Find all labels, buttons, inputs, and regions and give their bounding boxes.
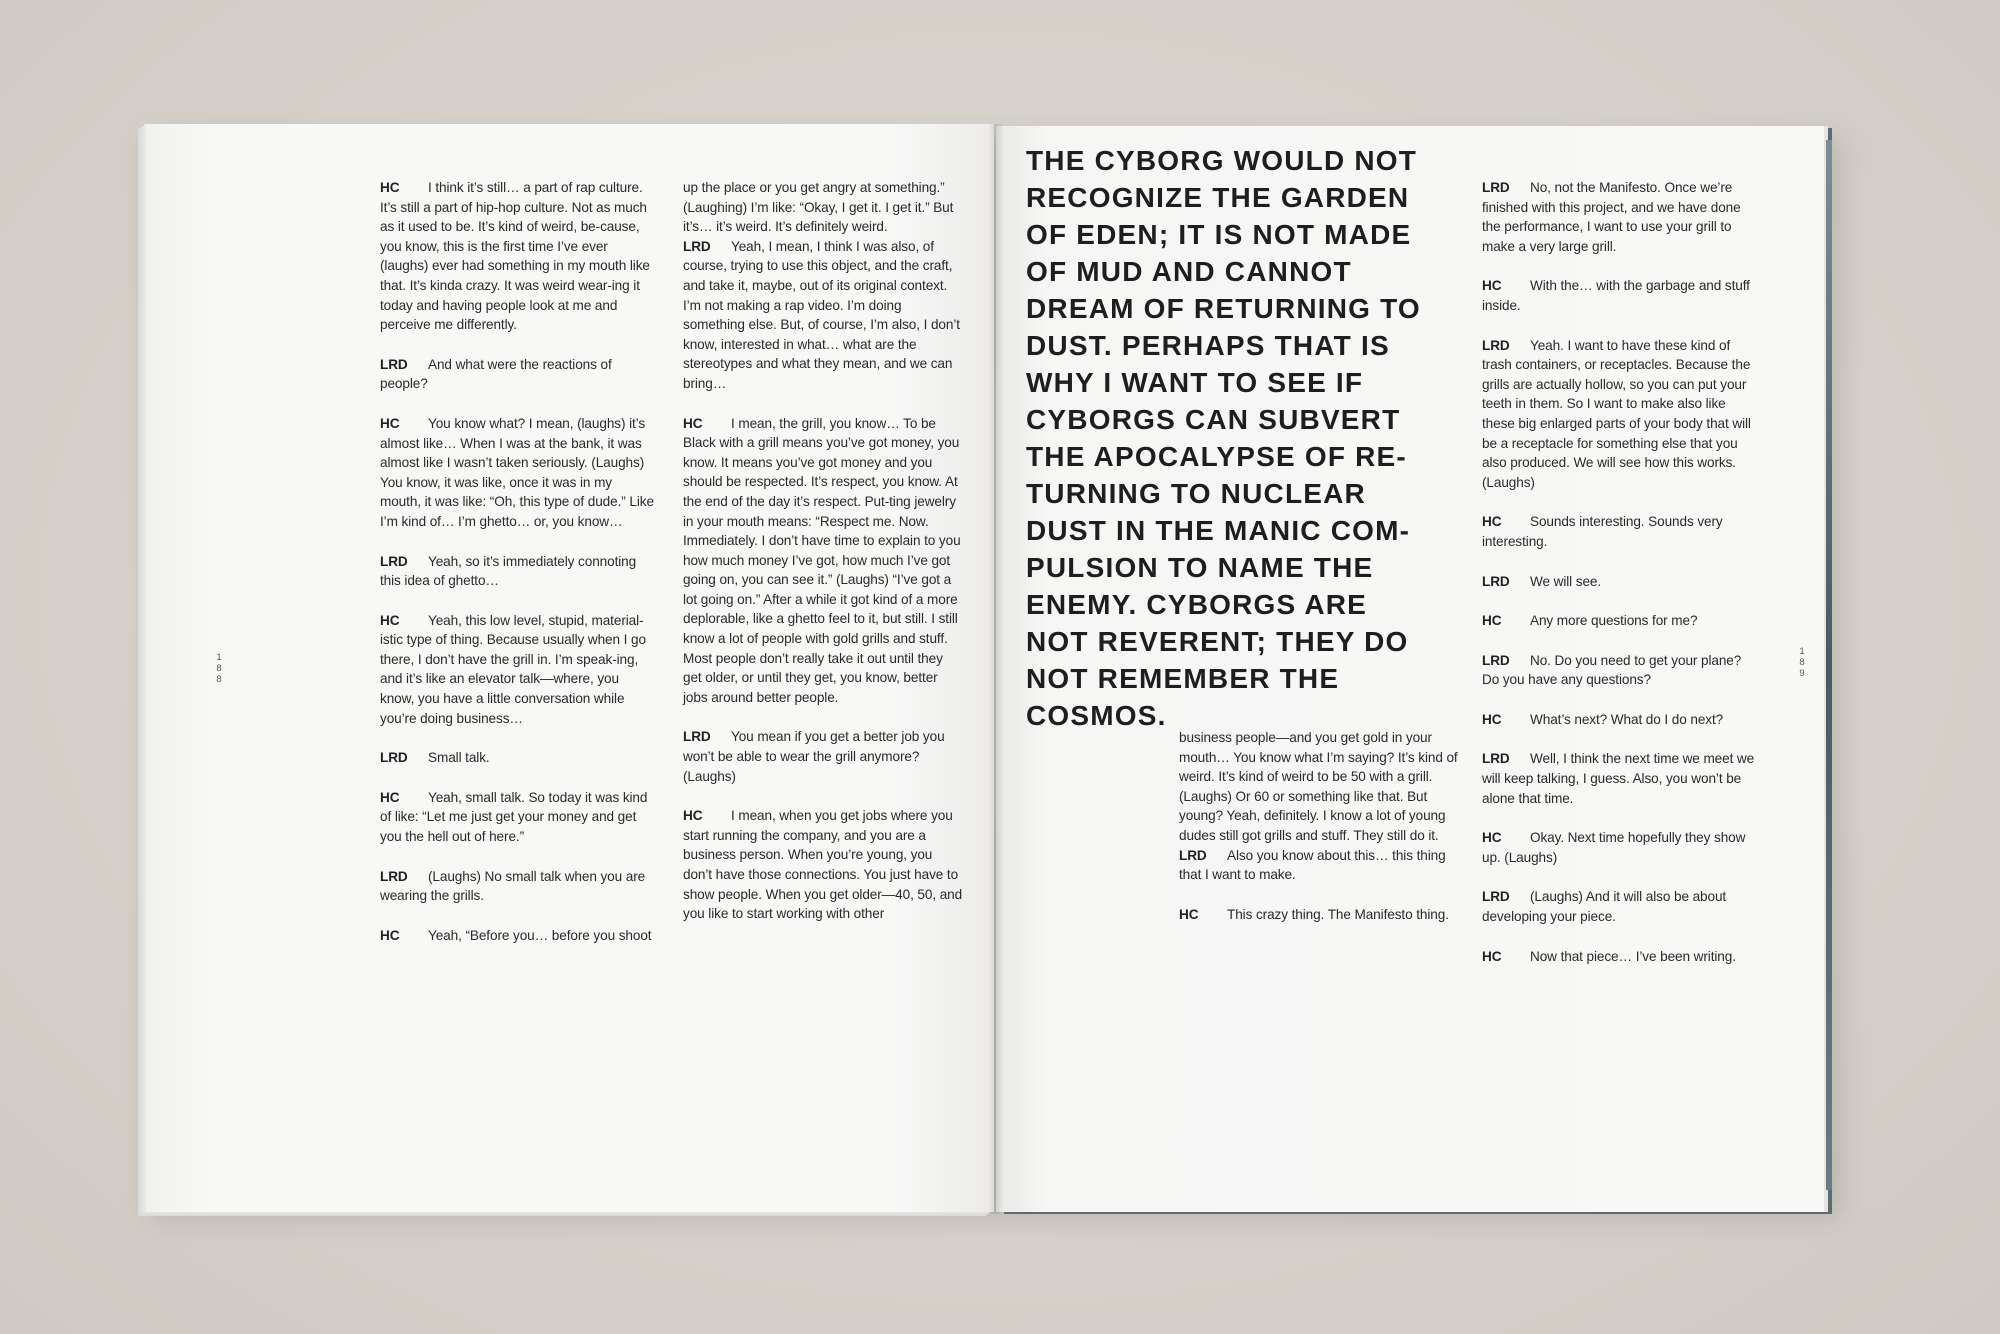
dialogue-text: I think it’s still… a part of rap culture. It’s still a part of hip-hop culture. Not as much as it used to be. It’s kind of weird, be-cause, you know, this is the first time I’ve ever (laughs) ever had something in my mouth like that. It’s kinda crazy. It was weird wear-ing it today and having people look at me and perceive me differently. xyxy=(380,180,650,333)
speaker-label: HC xyxy=(380,415,400,431)
dialogue-entry xyxy=(683,727,963,786)
page-number-right: 189 xyxy=(1799,646,1805,679)
dialogue-entry xyxy=(380,867,656,906)
speaker-label: HC xyxy=(380,612,400,628)
dialogue-text: Yeah, small talk. So today it was kind of like: “Let me just get your money and get you the hell out of here.” xyxy=(380,789,648,845)
speaker-label: HC xyxy=(1482,830,1502,846)
dialogue-text: We will see. xyxy=(1530,573,1602,589)
dialogue-text: Okay. Next time hopefully they show up. (Laughs) xyxy=(1482,830,1746,865)
dialogue-text: This crazy thing. The Manifesto thing. xyxy=(1227,906,1449,922)
dialogue-text: (Laughs) And it will also be about developing your piece. xyxy=(1482,889,1727,925)
speaker-label: LRD xyxy=(380,553,408,569)
speaker-label: HC xyxy=(1482,948,1502,964)
dialogue-text: Yeah, this low level, stupid, material-istic type of thing. Because usually when I go there, I don’t have the grill in. I’m speak-ing, and it’s like an elevator talk—where, you know, you have a little conversation while you’re doing business… xyxy=(380,612,646,726)
speaker-label: HC xyxy=(683,808,703,824)
speaker-label: LRD xyxy=(380,750,408,766)
dialogue-text: Small talk. xyxy=(428,750,490,766)
speaker-label: HC xyxy=(1482,613,1502,629)
dialogue-text: No. Do you need to get your plane? Do you have any questions? xyxy=(1482,652,1742,688)
dialogue-entry xyxy=(683,237,963,394)
book-gutter xyxy=(988,124,1004,1214)
dialogue-entry xyxy=(380,414,656,532)
speaker-label: HC xyxy=(1482,278,1502,294)
dialogue-entry xyxy=(1482,710,1762,730)
dialogue-text: Yeah, “Before you… before you shoot xyxy=(428,927,652,943)
left-column-2 xyxy=(683,178,963,944)
speaker-label: LRD xyxy=(1482,337,1510,353)
dialogue-text: Yeah, so it’s immediately connoting this idea of ghetto… xyxy=(380,553,637,589)
speaker-label: HC xyxy=(380,180,400,195)
speaker-label: HC xyxy=(683,415,703,431)
pull-quote: THE CYBORG WOULD NOT RECOGNIZE THE GARDEN OF EDEN; IT IS NOT MADE OF MUD AND CANNOT DREAM OF RETURNING TO DUST. PERHAPS THAT IS WHY I WANT TO SEE IF CYBORGS CAN SUBVERT THE APOCALYPSE OF RE-TURNING TO NUCLEAR DUST IN THE MANIC COM-PULSION TO NAME THE ENEMY. CYBORGS ARE NOT REVERENT; THEY DO NOT REMEMBER THE COSMOS. xyxy=(1026,145,1421,731)
dialogue-entry xyxy=(1482,572,1762,592)
dialogue-entry xyxy=(1482,651,1762,690)
speaker-label: LRD xyxy=(1482,889,1510,905)
dialogue-entry xyxy=(1179,846,1459,885)
dialogue-text: Now that piece… I’ve been writing. xyxy=(1530,948,1736,964)
speaker-label: LRD xyxy=(683,238,711,254)
speaker-label: HC xyxy=(1482,711,1502,727)
left-column-1 xyxy=(380,178,656,965)
speaker-label: LRD xyxy=(683,729,711,745)
dialogue-entry xyxy=(1482,887,1762,926)
speaker-label: HC xyxy=(1482,514,1502,530)
dialogue-entry xyxy=(1482,178,1762,256)
continued-paragraph: business people—and you get gold in your mouth… You know what I’m saying? It’s kind of weird. It’s kind of weird to be 50 with a grill. (Laughs) Or 60 or something like that. But young? Yeah, definitely. I know a lot of young dudes still got grills and stuff. They still do it. xyxy=(1179,730,1458,843)
cover-edge xyxy=(1826,140,1832,1190)
dialogue-text: (Laughs) No small talk when you are wearing the grills. xyxy=(380,868,646,904)
dialogue-entry xyxy=(1482,947,1762,967)
dialogue-entry xyxy=(1482,828,1762,867)
dialogue-text: Sounds interesting. Sounds very interesting. xyxy=(1482,514,1723,549)
speaker-label: LRD xyxy=(1179,847,1207,863)
dialogue-entry xyxy=(380,552,656,591)
page-number-left: 188 xyxy=(216,652,222,685)
speaker-label: LRD xyxy=(1482,652,1510,668)
dialogue-text: I mean, when you get jobs where you start running the company, and you are a business person. When you’re young, you don’t have those connections. You just have to show people. When you get older—40, 50, and you like to start working with other xyxy=(683,808,963,922)
dialogue-text: Any more questions for me? xyxy=(1530,613,1698,629)
speaker-label: LRD xyxy=(1482,573,1510,589)
speaker-label: LRD xyxy=(380,868,408,884)
dialogue-entry xyxy=(1482,512,1762,551)
dialogue-text: I mean, the grill, you know… To be Black with a grill means you’ve got money, you know. It means you’ve got money and you should be respected. It’s respect, you know. At the end of the day it’s respect. Put-ting jewelry in your mouth means: “Respect me. Now. Immediately. I don’t have time to explain to you how much money I’ve got, how much I’ve got going on, you can see it.” (Laughs) “I’ve got a lot going on.” After a while it got kind of a more deplorable, like a ghetto feel to it, but still. I still know a lot of people with gold grills and stuff. Most people don’t really take it out until they get older, or until they get, you know, better jobs around better people. xyxy=(683,415,961,705)
dialogue-text: No, not the Manifesto. Once we’re finished with this project, and we have done the performance, I want to use your grill to make a very large grill. xyxy=(1482,180,1741,254)
right-column-2 xyxy=(1482,178,1762,986)
dialogue-entry xyxy=(683,806,963,924)
dialogue-entry xyxy=(683,414,963,708)
dialogue-entry xyxy=(380,748,656,768)
speaker-label: HC xyxy=(1179,906,1199,922)
speaker-label: LRD xyxy=(380,356,408,372)
dialogue-entry xyxy=(1482,276,1762,315)
speaker-label: HC xyxy=(380,789,400,805)
dialogue-text: You know what? I mean, (laughs) it’s almost like… When I was at the bank, it was almost like I wasn’t taken seriously. (Laughs) You know, it was like, once it was in my mouth, it was like: “Oh, this type of dude.” Like I’m kind of… I’m ghetto… or, you know… xyxy=(380,415,654,529)
dialogue-entry xyxy=(1179,905,1459,925)
dialogue-text: Yeah. I want to have these kind of trash containers, or receptacles. Because the grills are actually hollow, so you can put your teeth in them. So I want to make also like these big enlarged parts of your body that will be a receptacle for something else that you also produced. We will see how this works. (Laughs) xyxy=(1482,337,1751,490)
dialogue-entry xyxy=(380,611,656,729)
dialogue-text: Yeah, I mean, I think I was also, of course, trying to use this object, and the craft, and take it, maybe, out of its original context. I’m not making a rap video. I’m doing something else. But, of course, I’m also, I don’t know, interested in what… what are the stereotypes and what they mean, and we can bring… xyxy=(683,238,960,391)
dialogue-entry xyxy=(380,926,656,946)
speaker-label: LRD xyxy=(1482,751,1510,767)
dialogue-text: With the… with the garbage and stuff inside. xyxy=(1482,278,1750,313)
dialogue-entry xyxy=(380,355,656,394)
dialogue-entry xyxy=(1482,611,1762,631)
continued-paragraph: up the place or you get angry at something.” (Laughing) I’m like: “Okay, I get it. I get it.” But it’s… it’s weird. It’s definitely weird. xyxy=(683,180,954,235)
dialogue-text: Well, I think the next time we meet we will keep talking, I guess. Also, you won’t be alone that time. xyxy=(1482,751,1755,806)
dialogue-entry xyxy=(1482,749,1762,808)
dialogue-entry xyxy=(1482,336,1762,493)
speaker-label: HC xyxy=(380,927,400,943)
dialogue-text: And what were the reactions of people? xyxy=(380,356,612,392)
dialogue-text: Also you know about this… this thing that I want to make. xyxy=(1179,847,1446,883)
dialogue-text: What’s next? What do I do next? xyxy=(1530,711,1724,727)
dialogue-entry xyxy=(380,788,656,847)
dialogue-entry xyxy=(380,178,656,335)
dialogue-text: You mean if you get a better job you won’t be able to wear the grill anymore? (Laughs) xyxy=(683,729,945,784)
speaker-label: LRD xyxy=(1482,180,1510,195)
right-column-1 xyxy=(1179,728,1459,944)
